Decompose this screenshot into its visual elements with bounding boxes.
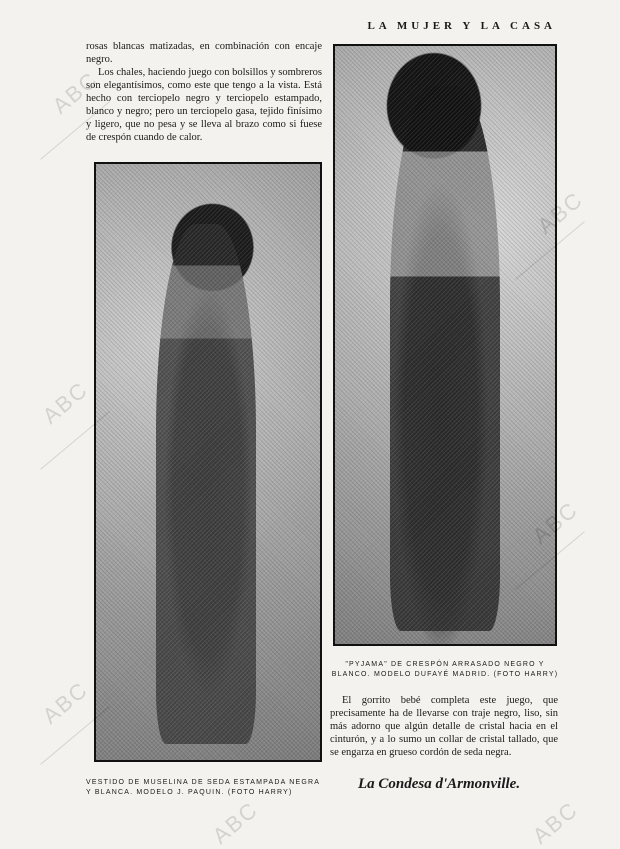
left-column-text [86, 40, 322, 144]
watermark-text: ABC [207, 796, 263, 849]
paragraph: El gorrito bebé completa este juego, que precisamente ha de llevarse con traje negro, liso, sin más adorno que algún detalle de cristal hacia en el cinturón, y a lo sumo un collar de cristal tallado, que se engarza en grueso cordón de seda negra. [330, 695, 558, 758]
photo-pyjama-right [333, 44, 557, 646]
right-column-text [330, 694, 558, 759]
watermark-text: ABC [532, 186, 588, 239]
watermark-text: ABC [527, 796, 583, 849]
photo-dress-left [94, 162, 322, 762]
author-signature: La Condesa d'Armonville. [358, 776, 521, 792]
caption-right: "PYJAMA" DE CRESPÓN ARRASADO NEGRO Y BLANCO. MODELO DUFAYÉ MADRID. (FOTO HARRY) [331, 661, 559, 678]
model-figure [156, 224, 256, 744]
watermark-text: ABC [37, 676, 93, 729]
watermark-logo [208, 797, 264, 849]
watermark-text: ABC [37, 376, 93, 429]
paragraph: rosas blancas matizadas, en combinación con encaje negro. [86, 41, 322, 65]
watermark-logo [38, 677, 94, 730]
watermark-logo [528, 797, 584, 849]
caption-left: VESTIDO DE MUSELINA DE SEDA ESTAMPADA NEGRA Y BLANCA. MODELO J. PAQUIN. (FOTO HARRY) [86, 779, 320, 796]
watermark-text: ABC [47, 66, 103, 119]
model-figure [390, 86, 500, 631]
running-head: LA MUJER Y LA CASA [367, 20, 556, 32]
watermark-logo [38, 377, 94, 430]
paragraph: Los chales, haciendo juego con bolsillos y sombreros son elegantísimos, como este que tengo a la vista. Está hecho con terciopelo negro y terciopelo estampado, blanco y negro; pero un terciopelo gasa, tejido finísimo y ligero, que no pesa y se lleva al brazo como si fuese de crespón cuando de calor. [86, 67, 322, 143]
